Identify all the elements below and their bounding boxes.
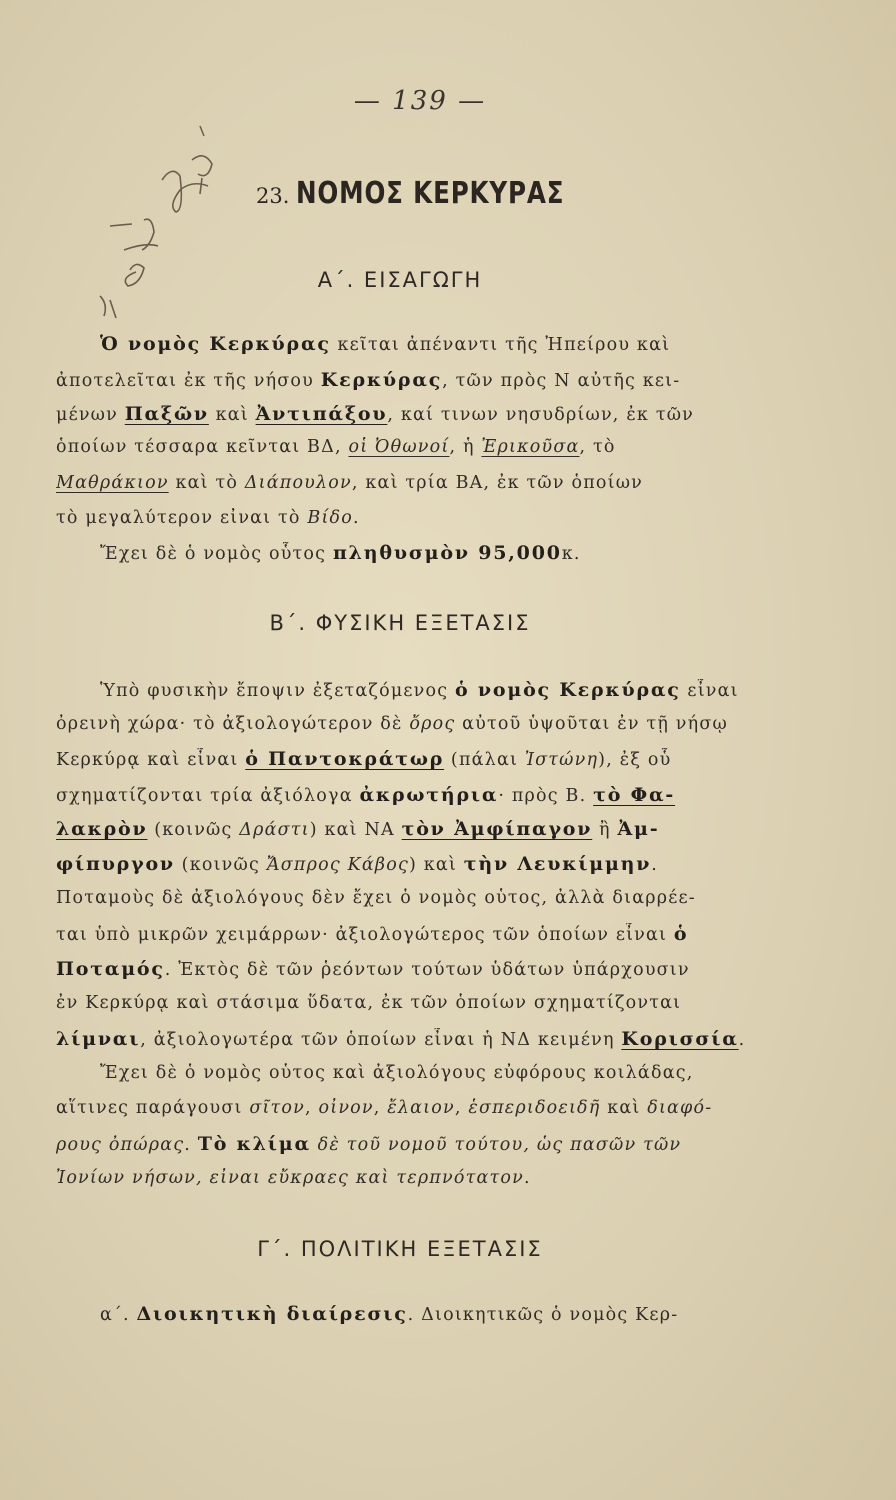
section-heading-political: Γ΄. ΠΟΛΙΤΙΚΗ ΕΞΕΤΑΣΙΣ	[257, 1237, 543, 1261]
chapter-name: ΝΟΜΟΣ ΚΕΡΚΥΡΑΣ	[296, 176, 565, 211]
text-line: Ὁ νομὸς Κερκύρας κεῖται ἀπέναντι τῆς Ἠπείρου καὶ	[100, 333, 671, 355]
text-line: Μαθράκιον καὶ τὸ Διάπουλον, καὶ τρία ΒΑ, ἐκ τῶν ὁποίων	[56, 473, 644, 493]
text-line: φίπυργον (κοινῶς Ἄσπρος Κάβος) καὶ τὴν Λευκίμμην.	[56, 853, 659, 875]
text-line: ὁποίων τέσσαρα κεῖνται ΒΔ, οἱ Ὀθωνοί, ἡ Ἐρικοῦσα, τὸ	[56, 437, 616, 457]
text-line: λακρὸν (κοινῶς Δράστι) καὶ ΝΑ τὸν Ἀμφίπαγον ἢ Ἀμ-	[56, 818, 660, 840]
text-line: ται ὑπὸ μικρῶν χειμάρρων· ἀξιολογώτερος τῶν ὁποίων εἶναι ὁ	[56, 923, 689, 945]
text-line: Ποταμοὺς δὲ ἀξιολόγους δὲν ἔχει ὁ νομὸς οὗτος, ἀλλὰ διαρρέε-	[56, 888, 696, 908]
text-line: α΄. Διοικητικὴ διαίρεσις. Διοικητικῶς ὁ νομὸς Κερ-	[100, 1303, 679, 1325]
text-line: αἵτινες παράγουσι σῖτον, οἶνον, ἔλαιον, ἑσπεριδοειδῆ καὶ διαφό-	[56, 1098, 713, 1118]
text-line: Ἰονίων νήσων, εἶναι εὔκραες καὶ τερπνότατον.	[56, 1168, 531, 1188]
text-line: Ποταμός. Ἐκτὸς δὲ τῶν ῥεόντων τούτων ὑδάτων ὑπάρχουσιν	[56, 958, 690, 980]
text-line: Κερκύρᾳ καὶ εἶναι ὁ Παντοκράτωρ (πάλαι Ἰστώνη), ἐξ οὗ	[56, 748, 672, 770]
page-number: — 139 —	[353, 86, 487, 116]
population-value: 95,000	[469, 542, 562, 564]
text-line: μένων Παξῶν καὶ Ἀντιπάξου, καί τινων νησυδρίων, ἐκ τῶν	[56, 403, 695, 425]
text-line: λίμναι, ἀξιολογωτέρα τῶν ὁποίων εἶναι ἡ ΝΔ κειμένη Κορισσία.	[56, 1028, 746, 1050]
text-line: Ὑπὸ φυσικὴν ἔποψιν ἐξεταζόμενος ὁ νομὸς Κερκύρας εἶναι	[100, 679, 739, 701]
text-line: ὀρεινὴ χώρα· τὸ ἀξιολογώτερον δὲ ὄρος αὐτοῦ ὑψοῦται ἐν τῇ νήσῳ	[56, 714, 728, 734]
text-line: ἐν Κερκύρᾳ καὶ στάσιμα ὕδατα, ἐκ τῶν ὁποίων σχηματίζονται	[56, 993, 682, 1013]
handwritten-annotation	[80, 120, 270, 340]
chapter-number: 23.	[256, 184, 290, 208]
section-heading-intro: Α΄. ΕΙΣΑΓΩΓΗ	[317, 268, 483, 292]
text-line: τὸ μεγαλύτερον εἶναι τὸ Βίδο.	[56, 508, 360, 528]
text-line: Ἔχει δὲ ὁ νομὸς οὗτος καὶ ἀξιολόγους εὐφόρους κοιλάδας,	[100, 1063, 694, 1083]
chapter-title	[256, 176, 623, 211]
population-line: Ἔχει δὲ ὁ νομὸς οὗτος πληθυσμὸν 95,000κ.	[100, 542, 581, 564]
text-line: ἀποτελεῖται ἐκ τῆς νήσου Κερκύρας, τῶν πρὸς Ν αὐτῆς κει-	[56, 369, 681, 391]
text-line: σχηματίζονται τρία ἀξιόλογα ἀκρωτήρια· πρὸς Β. τὸ Φα-	[56, 784, 676, 806]
text-line: ρους ὀπώρας. Τὸ κλίμα δὲ τοῦ νομοῦ τούτου, ὡς πασῶν τῶν	[56, 1133, 682, 1155]
section-heading-physical: Β΄. ΦΥΣΙΚΗ ΕΞΕΤΑΣΙΣ	[269, 611, 531, 635]
